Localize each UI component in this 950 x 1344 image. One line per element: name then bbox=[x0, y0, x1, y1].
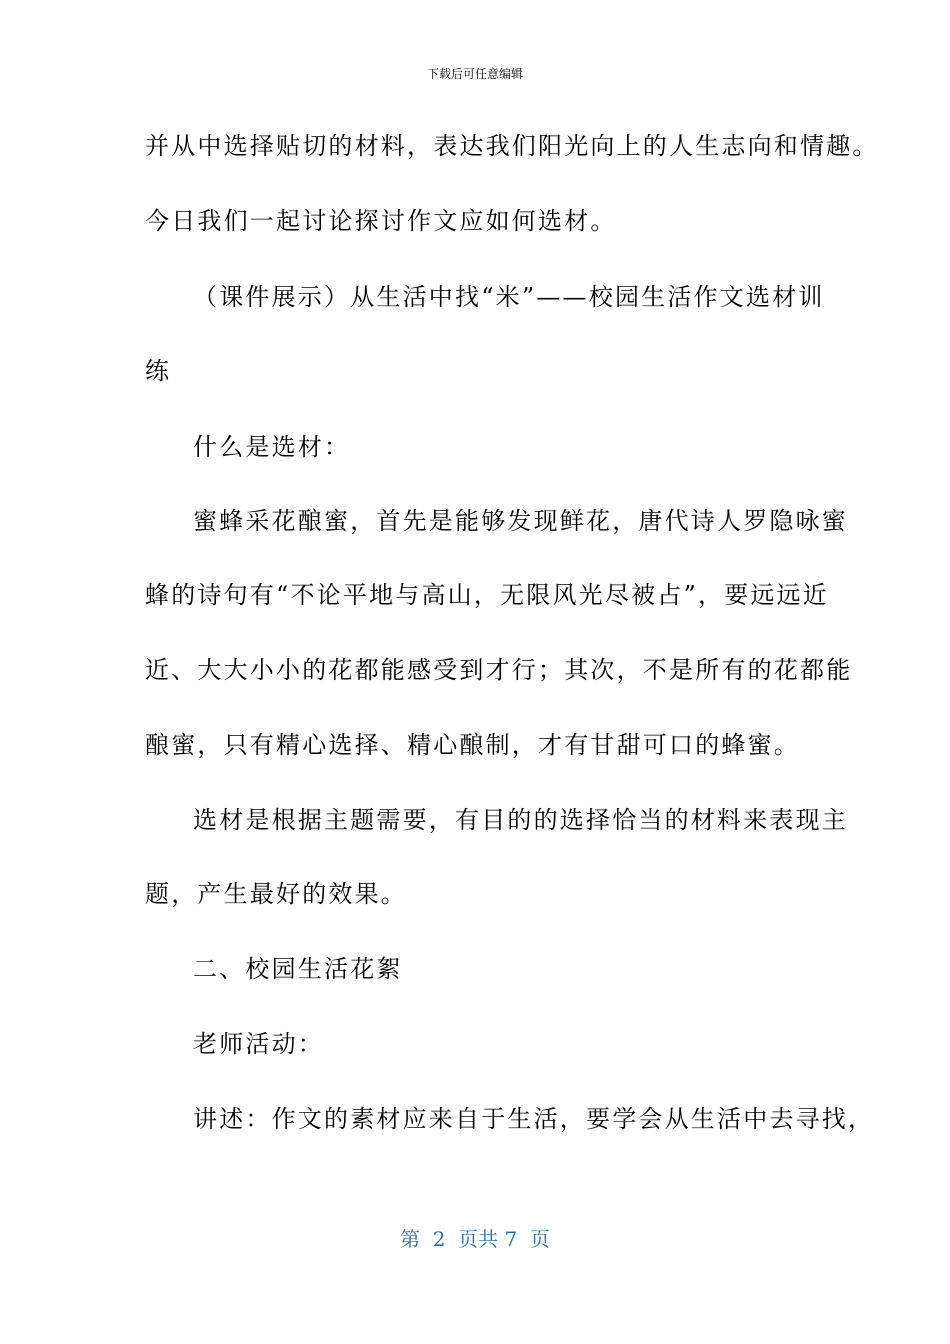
text-line-5: 什么是选材： bbox=[193, 433, 351, 461]
text-line-11: 题，产生最好的效果。 bbox=[145, 880, 407, 908]
page-header: 下载后可任意编辑 bbox=[426, 67, 523, 81]
text-line-4: 练 bbox=[145, 357, 172, 385]
text-line-7: 蜂的诗句有“不论平地与高山，无限风光尽被占”，要远远近 bbox=[145, 581, 829, 609]
text-line-10: 选材是根据主题需要，有目的的选择恰当的材料来表现主 bbox=[193, 806, 848, 834]
text-line-2: 今日我们一起讨论探讨作文应如何选材。 bbox=[145, 207, 617, 235]
text-line-14: 讲述：作文的素材应来自于生活，要学会从生活中去寻找， bbox=[193, 1105, 875, 1133]
text-line-13: 老师活动： bbox=[193, 1030, 324, 1058]
text-line-8: 近、大大小小的花都能感受到才行；其次，不是所有的花都能 bbox=[145, 656, 853, 684]
page-number-footer: 第 2 页共 7 页 bbox=[400, 1227, 550, 1251]
text-line-1: 并从中选择贴切的材料，表达我们阳光向上的人生志向和情趣。 bbox=[145, 132, 879, 160]
text-line-3: （课件展示）从生活中找“米”——校园生活作文选材训 bbox=[193, 283, 825, 311]
text-line-12: 二、校园生活花絮 bbox=[193, 955, 403, 983]
text-line-6: 蜜蜂采花酿蜜，首先是能够发现鲜花，唐代诗人罗隐咏蜜 bbox=[193, 507, 848, 535]
text-line-9: 酿蜜，只有精心选择、精心酿制，才有甘甜可口的蜂蜜。 bbox=[145, 731, 800, 759]
